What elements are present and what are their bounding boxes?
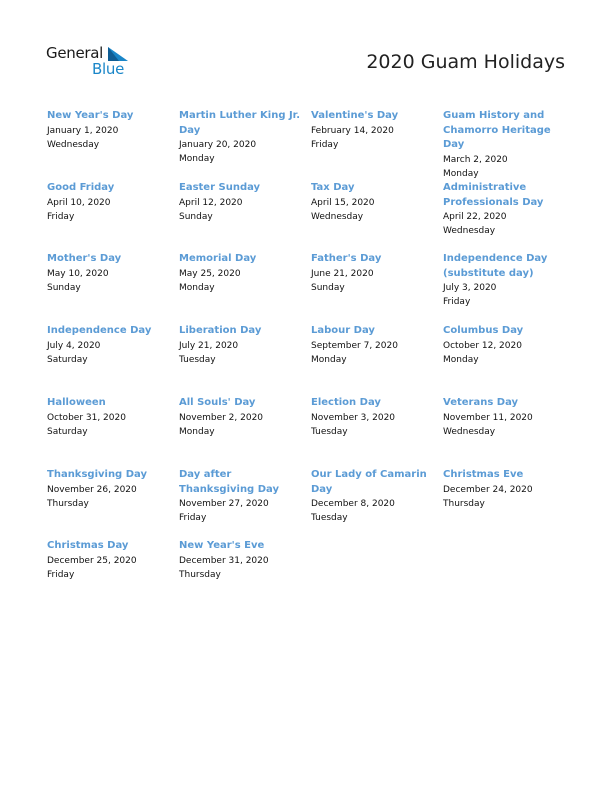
holiday-name: Christmas Day (47, 540, 129, 551)
holiday-date: October 12, 2020 (443, 340, 522, 351)
holiday-name: New Year's Day (47, 110, 134, 121)
holiday-weekday: Sunday (47, 282, 81, 293)
holiday-weekday: Tuesday (311, 513, 348, 523)
holiday-name: Day after Thanksgiving Day (179, 469, 279, 495)
brand-logo (46, 44, 136, 80)
holiday-date: April 12, 2020 (179, 197, 243, 208)
holiday-name: Thanksgiving Day (47, 469, 147, 480)
holiday-name: Good Friday (47, 182, 115, 193)
holiday-date: January 1, 2020 (47, 125, 119, 136)
holiday-date: July 3, 2020 (443, 283, 497, 293)
holiday-item (311, 181, 439, 224)
holiday-name: Martin Luther King Jr. Day (179, 110, 300, 136)
holiday-name: Veterans Day (443, 397, 519, 408)
holiday-name: Halloween (47, 397, 106, 408)
holiday-item (179, 539, 307, 582)
holiday-name: Independence Day (substitute day) (443, 253, 548, 279)
holiday-date: July 4, 2020 (47, 340, 101, 351)
holiday-item (443, 109, 571, 181)
holiday-date: January 20, 2020 (179, 140, 257, 150)
holiday-item (311, 252, 439, 295)
holiday-date: December 31, 2020 (179, 555, 269, 566)
holiday-name: Liberation Day (179, 325, 262, 336)
holiday-name: Election Day (311, 397, 381, 408)
holiday-item (443, 396, 571, 439)
holiday-item (311, 324, 439, 367)
holiday-name: Memorial Day (179, 253, 257, 264)
holiday-weekday: Wednesday (443, 226, 496, 236)
holiday-weekday: Friday (443, 297, 471, 307)
holiday-weekday: Tuesday (179, 354, 216, 365)
holiday-item (311, 468, 439, 525)
holiday-name: New Year's Eve (179, 540, 265, 551)
holiday-item (179, 468, 307, 525)
holiday-date: November 3, 2020 (311, 412, 396, 423)
holiday-item (443, 252, 571, 309)
holiday-item (443, 181, 571, 238)
holiday-weekday: Sunday (311, 282, 345, 293)
holiday-item (443, 468, 571, 511)
holiday-weekday: Monday (443, 354, 479, 365)
logo-word-blue: Blue (92, 60, 124, 78)
page-title: 2020 Guam Holidays (366, 51, 565, 73)
holiday-date: May 25, 2020 (179, 268, 241, 279)
holiday-date: November 27, 2020 (179, 499, 269, 509)
holiday-weekday: Wednesday (311, 211, 364, 222)
holiday-name: Columbus Day (443, 325, 524, 336)
holiday-date: September 7, 2020 (311, 340, 398, 351)
holiday-date: May 10, 2020 (47, 268, 109, 279)
holiday-weekday: Wednesday (47, 139, 100, 150)
holiday-item (179, 252, 307, 295)
holiday-name: Our Lady of Camarin Day (311, 469, 427, 495)
holiday-weekday: Wednesday (443, 426, 496, 437)
holiday-item (179, 109, 307, 166)
holiday-name: Labour Day (311, 325, 375, 336)
logo-word-general: General (46, 44, 104, 62)
holiday-date: November 2, 2020 (179, 412, 264, 423)
holiday-weekday: Friday (47, 569, 75, 580)
holiday-item (47, 324, 175, 367)
holiday-date: April 10, 2020 (47, 197, 111, 208)
holiday-date: December 25, 2020 (47, 555, 137, 566)
holiday-date: February 14, 2020 (311, 125, 394, 136)
holiday-item (443, 324, 571, 367)
holiday-weekday: Thursday (47, 498, 89, 509)
holiday-weekday: Friday (311, 139, 339, 150)
holiday-weekday: Friday (179, 513, 207, 523)
holiday-item (47, 468, 175, 511)
holiday-name: Independence Day (47, 325, 152, 336)
holiday-date: July 21, 2020 (179, 340, 239, 351)
holiday-item (311, 396, 439, 439)
holiday-item (179, 181, 307, 224)
holiday-date: December 8, 2020 (311, 499, 395, 509)
holiday-name: Tax Day (311, 182, 355, 193)
holiday-weekday: Saturday (47, 426, 88, 437)
holiday-date: November 11, 2020 (443, 412, 533, 423)
holiday-weekday: Thursday (179, 569, 221, 580)
holiday-date: March 2, 2020 (443, 154, 508, 165)
holiday-item (47, 396, 175, 439)
holiday-item (179, 396, 307, 439)
holiday-item (47, 539, 175, 582)
holiday-weekday: Monday (179, 154, 215, 164)
holiday-weekday: Friday (47, 211, 75, 222)
holiday-name: Guam History and Chamorro Heritage Day (443, 110, 551, 150)
holiday-name: Mother's Day (47, 253, 122, 264)
holiday-weekday: Monday (179, 282, 215, 293)
holiday-item (47, 252, 175, 295)
holiday-item (311, 109, 439, 152)
holiday-date: April 22, 2020 (443, 212, 507, 222)
holiday-name: All Souls' Day (179, 397, 256, 408)
holiday-item (47, 109, 175, 152)
holiday-weekday: Thursday (443, 498, 485, 509)
holiday-date: November 26, 2020 (47, 484, 137, 495)
holiday-date: December 24, 2020 (443, 484, 533, 495)
holiday-date: June 21, 2020 (311, 268, 374, 279)
holiday-name: Christmas Eve (443, 469, 524, 480)
holiday-weekday: Sunday (179, 211, 213, 222)
holiday-weekday: Saturday (47, 354, 88, 365)
holiday-weekday: Monday (311, 354, 347, 365)
holiday-date: October 31, 2020 (47, 412, 126, 423)
holiday-item (47, 181, 175, 224)
holiday-weekday: Tuesday (311, 426, 348, 437)
holiday-weekday: Monday (179, 426, 215, 437)
holiday-weekday: Monday (443, 168, 479, 179)
holiday-name: Administrative Professionals Day (443, 182, 544, 208)
holiday-name: Father's Day (311, 253, 382, 264)
holiday-item (179, 324, 307, 367)
holiday-name: Valentine's Day (311, 110, 399, 121)
flag-icon (108, 47, 128, 61)
holiday-date: April 15, 2020 (311, 197, 375, 208)
holiday-name: Easter Sunday (179, 182, 261, 193)
